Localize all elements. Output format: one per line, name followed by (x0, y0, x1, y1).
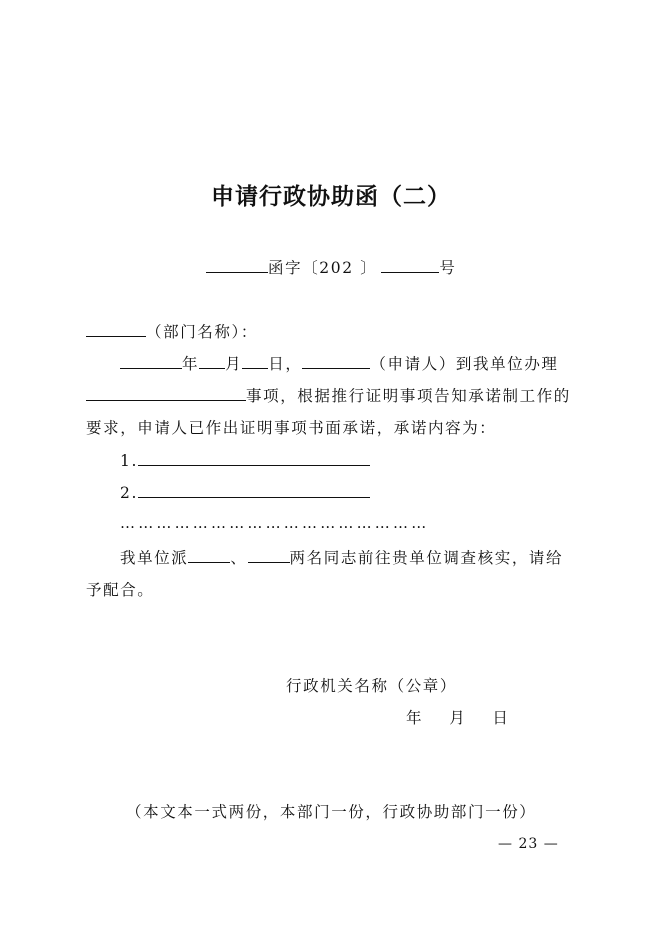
ref-suffix: 号 (439, 259, 457, 277)
paragraph-1-line-3: 要求，申请人已作出证明事项书面承诺，承诺内容为： (86, 419, 497, 437)
dispatch-rest: 两名同志前往贵单位调查核实，请给 (289, 549, 564, 567)
day-label: 日， (268, 355, 303, 373)
dispatch-text: 我单位派 (120, 549, 189, 567)
department-name-blank (86, 321, 146, 337)
addressee-line (86, 320, 258, 342)
item-1-number: 1. (120, 452, 138, 470)
item-2-blank (138, 482, 370, 498)
paragraph-1-line-1 (120, 352, 559, 374)
year-blank (120, 353, 182, 369)
signature-org: 行政机关名称（公章） (286, 677, 458, 695)
item-2-number: 2. (120, 484, 138, 502)
year-label: 年 (182, 355, 200, 373)
paragraph-2-line-1 (120, 546, 563, 568)
item-1-blank (138, 450, 370, 466)
ellipsis-line: …………………………………………… (120, 514, 430, 532)
applicant-blank (302, 353, 370, 369)
ref-prefix: 函字〔202 〕 (268, 259, 378, 277)
commitment-item-1 (120, 450, 370, 470)
ref-number-blank (381, 257, 439, 273)
reference-number (206, 256, 456, 278)
staff-2-blank (248, 547, 290, 563)
paragraph-1-line-2 (86, 384, 571, 406)
document-title: 申请行政协助函（二） (211, 184, 451, 210)
month-label: 月 (225, 355, 243, 373)
day-blank (242, 353, 268, 369)
footnote: （本文本一式两份，本部门一份，行政协助部门一份） (126, 803, 537, 821)
month-blank (199, 353, 225, 369)
staff-1-blank (188, 547, 230, 563)
commitment-item-2 (120, 482, 370, 502)
signature-date: 年 月 日 (406, 709, 510, 727)
paragraph-2-line-2: 予配合。 (86, 581, 155, 599)
matter-blank (86, 385, 246, 401)
staff-separator: 、 (230, 549, 248, 567)
applicant-label: （申请人）到我单位办理 (370, 355, 559, 373)
addressee-label: （部门名称）： (146, 323, 258, 341)
page-number: — 23 — (498, 836, 559, 852)
dept-abbr-blank (206, 257, 268, 273)
matter-text: 事项，根据推行证明事项告知承诺制工作的 (246, 387, 571, 405)
